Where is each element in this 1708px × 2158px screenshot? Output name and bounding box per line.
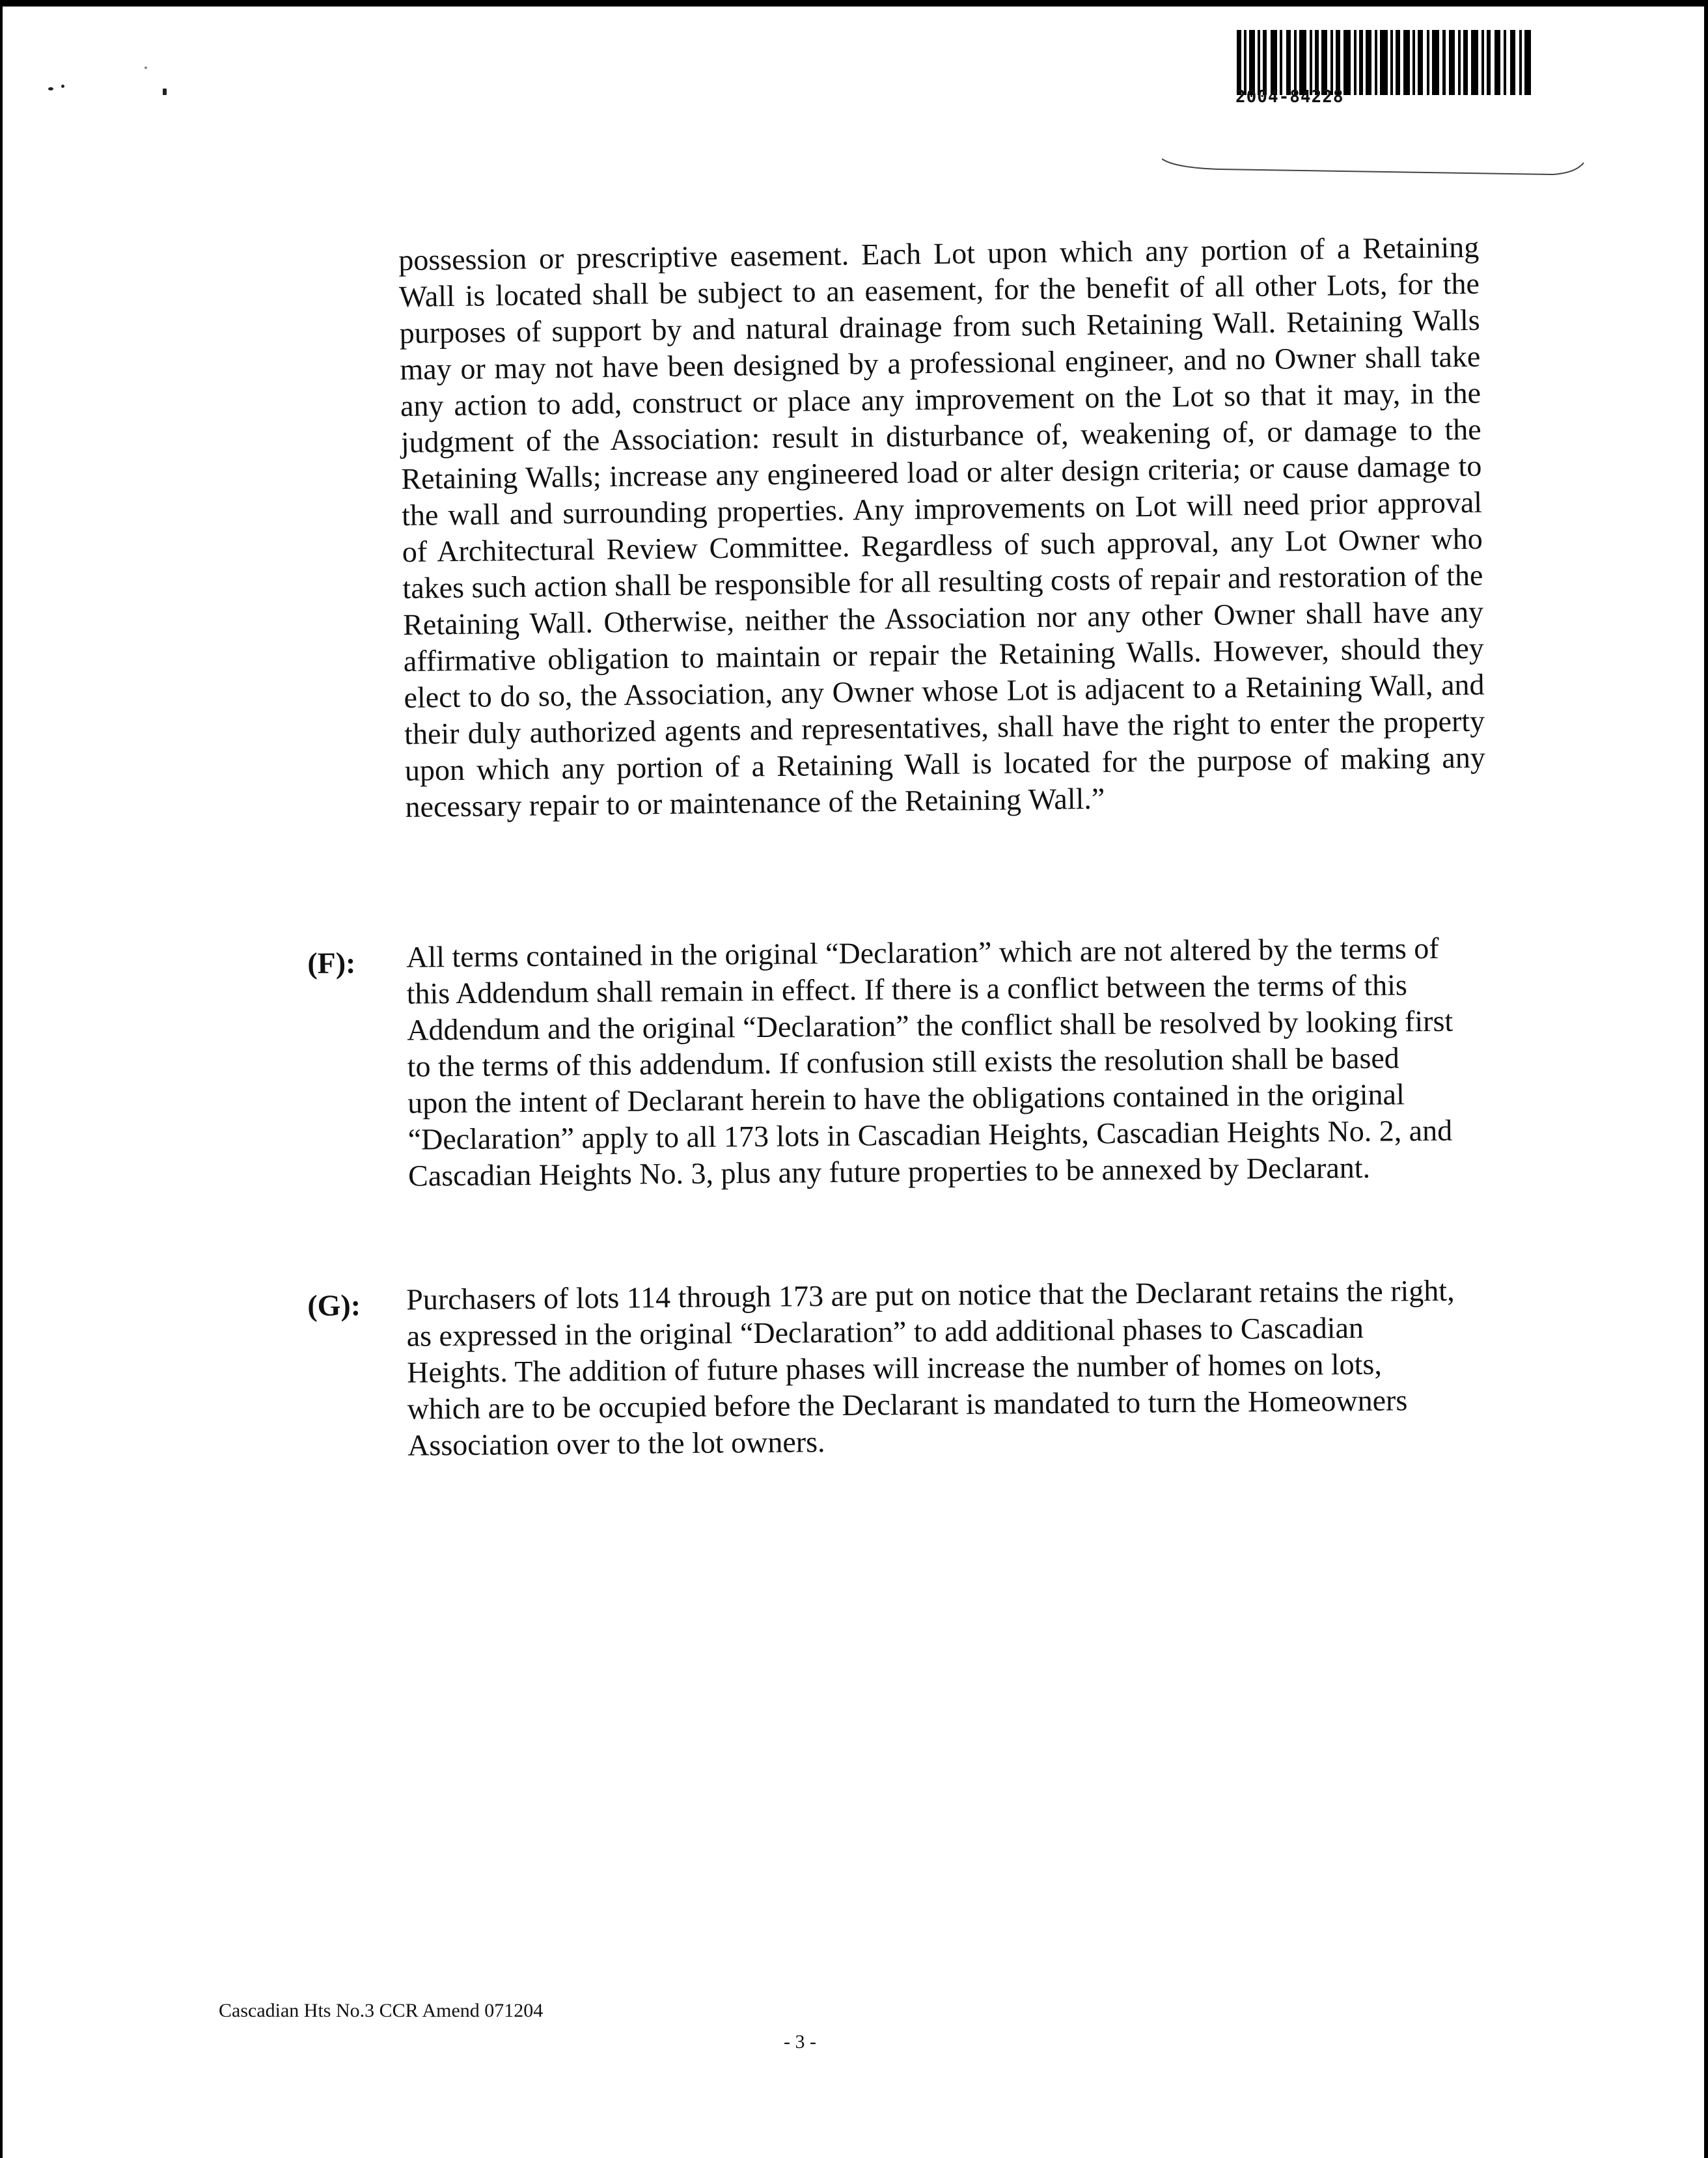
scan-speck: [145, 66, 147, 69]
scan-speck: [48, 87, 53, 90]
scan-speck: [61, 85, 64, 88]
page-number: - 3 -: [784, 2031, 816, 2053]
clause-text: All terms contained in the original “Declaration” which are not altered by the terms of this Addendum shall remain in effect. If there is a conflict between the terms of this Addendum and the original “Declaration” the conflict shall be resolved by looking first to the terms of this addendum. If confusion still exists the resolution shall be based upon the intent of Declarant herein to have the obligations contained in the original “Declaration” apply to all 173 lots in Cascadian Heights, Cascadian Heights No. 2, and Cascadian Heights No. 3, plus any future properties to be annexed by Declarant.: [406, 931, 1453, 1193]
scan-edge-right: [1704, 0, 1708, 2158]
clause-f: [307, 930, 1479, 1193]
retaining-wall-paragraph: possession or prescriptive easement. Each Lot upon which any portion of a Retaining Wall is located shall be subject to an easement, for the benefit of all other Lots, for the purposes of support by and natural drainage from such Retaining Wall. Retaining Walls may or may not have been designed by a professional engineer, and no Owner shall take any action to add, construct or place any improvement on the Lot so that it may, in the judgment of the Association: result in disturbance of, weakening of, or damage to the Retaining Walls; increase any engineered load or alter design criteria; or cause damage to the wall and surrounding properties. Any improvements on Lot will need prior approval of Architectural Review Committee. Regardless of such approval, any Lot Owner who takes such action shall be responsible for all resulting costs of repair and restoration of the Retaining Wall. Otherwise, neither the Association nor any other Owner shall have any affirmative obligation to maintain or repair the Retaining Walls. However, should they elect to do so, the Association, any Owner whose Lot is adjacent to a Retaining Wall, and their duly authorized agents and representatives, shall have the right to enter the property upon which any portion of a Retaining Wall is located for the purpose of making any necessary repair to or maintenance of the Retaining Wall.”: [398, 230, 1486, 823]
clause-label: (G):: [307, 1288, 361, 1322]
footer-reference: Cascadian Hts No.3 CCR Amend 071204: [219, 2000, 544, 2021]
scan-mark-line: [1162, 154, 1585, 180]
clause-g: [307, 1272, 1479, 1462]
clause-text: Purchasers of lots 114 through 173 are put on notice that the Declarant retains the right, as expressed in the original “Declaration” to add additional phases to Cascadian Heights. The addition of future phases will increase the number of homes on lots, which are to be occupied before the Declarant is mandated to turn the Homeowners Association over to the lot owners.: [406, 1273, 1455, 1462]
barcode: [1237, 30, 1531, 95]
scan-edge-left: [0, 0, 3, 2158]
clause-label: (F):: [307, 946, 356, 980]
scan-speck: [163, 89, 167, 95]
scan-edge-top: [0, 0, 1708, 7]
recording-number: 2004-84228: [1235, 87, 1344, 107]
